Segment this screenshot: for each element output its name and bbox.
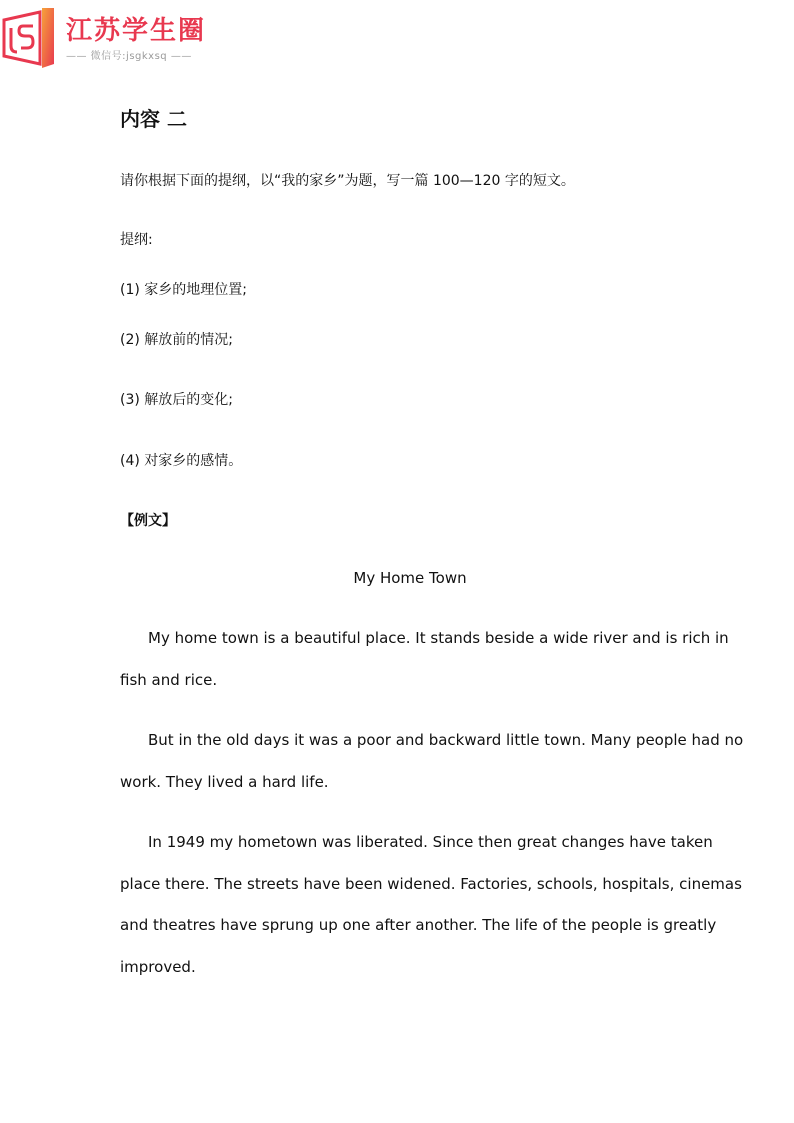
- section-title: 内容 二: [120, 107, 187, 131]
- outline-item-2: (2) 解放前的情况;: [120, 332, 233, 348]
- outline-item-3: (3) 解放后的变化;: [120, 392, 233, 408]
- outline-item-1: (1) 家乡的地理位置;: [120, 282, 247, 298]
- example-label: 【例文】: [120, 513, 176, 529]
- essay-line: fish and rice.: [120, 671, 218, 689]
- header-logo: [0, 4, 210, 70]
- essay-line: improved.: [120, 958, 196, 976]
- js-logo-icon: [2, 6, 56, 68]
- essay-line: But in the old days it was a poor and backward little town. Many people had no: [148, 731, 744, 749]
- essay-line: work. They lived a hard life.: [120, 773, 329, 791]
- brand-name: 江苏学生圈: [66, 16, 207, 46]
- outline-item-4: (4) 对家乡的感情。: [120, 453, 243, 469]
- essay-line: In 1949 my hometown was liberated. Since then great changes have taken: [148, 833, 713, 851]
- essay-line: My home town is a beautiful place. It stands beside a wide river and is rich in: [148, 629, 729, 647]
- brand-wechat-id: —— 微信号:jsgkxsq ——: [66, 51, 192, 62]
- essay-line: and theatres have sprung up one after another. The life of the people is greatly: [120, 916, 717, 934]
- instruction-text: 请你根据下面的提纲，以“我的家乡”为题，写一篇 100—120 字的短文。: [120, 173, 575, 189]
- essay-title: My Home Town: [353, 569, 467, 587]
- outline-label: 提纲:: [120, 232, 153, 248]
- essay-line: place there. The streets have been widened. Factories, schools, hospitals, cinemas: [120, 875, 742, 893]
